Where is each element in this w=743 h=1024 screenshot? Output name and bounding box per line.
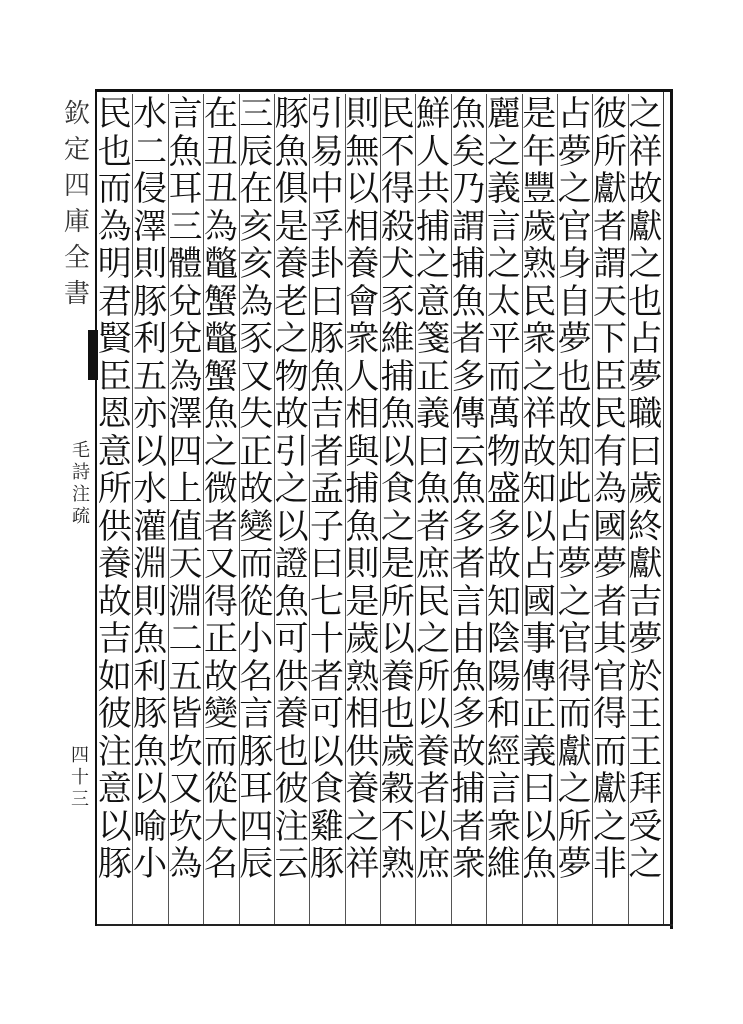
text-column: 民也而為明君賢臣恩意所供養故吉如彼注意以豚 [97, 96, 132, 884]
frame-left-border [95, 89, 97, 926]
text-column: 水二侵澤則豚利五亦以水灌淵則魚利豚魚以喻小 [133, 96, 168, 884]
text-column: 麗之義言之太平而萬物盛多故知陰陽和經言衆維 [486, 96, 521, 884]
column-rule [203, 94, 204, 924]
column-rule [451, 94, 452, 924]
column-rule [345, 94, 346, 924]
text-column: 魚矣乃謂捕魚者多傳云魚多者言由魚多故捕者衆 [451, 96, 486, 884]
text-column: 是年豐歲熟民衆之祥故知以占國事傳正義曰以魚 [522, 96, 557, 884]
column-rule [274, 94, 275, 924]
text-column: 鮮人共捕之意箋正義曰魚者庶民之所以養者以庶 [416, 96, 451, 884]
column-rule [415, 94, 416, 924]
frame-top-border [95, 89, 673, 92]
column-rule [522, 94, 523, 924]
column-rule [592, 94, 593, 924]
text-column: 豚魚俱是養老之物故引之以證魚可供養也彼注云 [274, 96, 309, 884]
text-column: 引易中孚卦曰豚魚吉者孟子曰七十者可以食雞豚 [309, 96, 344, 884]
column-rule [239, 94, 240, 924]
text-column: 彼所獻者謂天下臣民有為國夢者其官得而獻之非 [592, 96, 627, 884]
text-column: 占夢之官身自夢也故知此占夢之官得而獻之所夢 [557, 96, 592, 884]
column-rule [380, 94, 381, 924]
column-rule [168, 94, 169, 924]
column-rule [628, 94, 629, 924]
text-column: 言魚耳三體兌兌為澤四上值天淵二五皆坎又坎為 [168, 96, 203, 884]
text-column: 在丑丑為鼈蟹鼈蟹魚之微者又得正故變而從大名 [203, 96, 238, 884]
frame-right-border [670, 89, 673, 929]
fold-page-number: 四十三 [71, 745, 89, 810]
text-column: 之祥故獻之也占夢職曰歲終獻吉夢於王王拜受之 [628, 96, 663, 884]
fish-tail-mark [88, 330, 98, 380]
text-column: 民不得殺犬豕維捕魚以食之是所以養也歲穀不熟 [380, 96, 415, 884]
fold-book-title: 毛詩注疏 [72, 440, 90, 527]
frame-inner-right-border [663, 92, 664, 924]
text-column: 三辰在亥亥為豕又失正故變而從小名言豚耳四辰 [239, 96, 274, 884]
text-column: 則無以相養會衆人相與捕魚則是歲熟相供養之祥 [345, 96, 380, 884]
frame-bottom-border [95, 924, 673, 926]
column-rule [309, 94, 310, 924]
fold-series-title: 欽定四庫全書 [63, 99, 90, 309]
column-rule [557, 94, 558, 924]
column-rule [132, 94, 133, 924]
column-rule [486, 94, 487, 924]
